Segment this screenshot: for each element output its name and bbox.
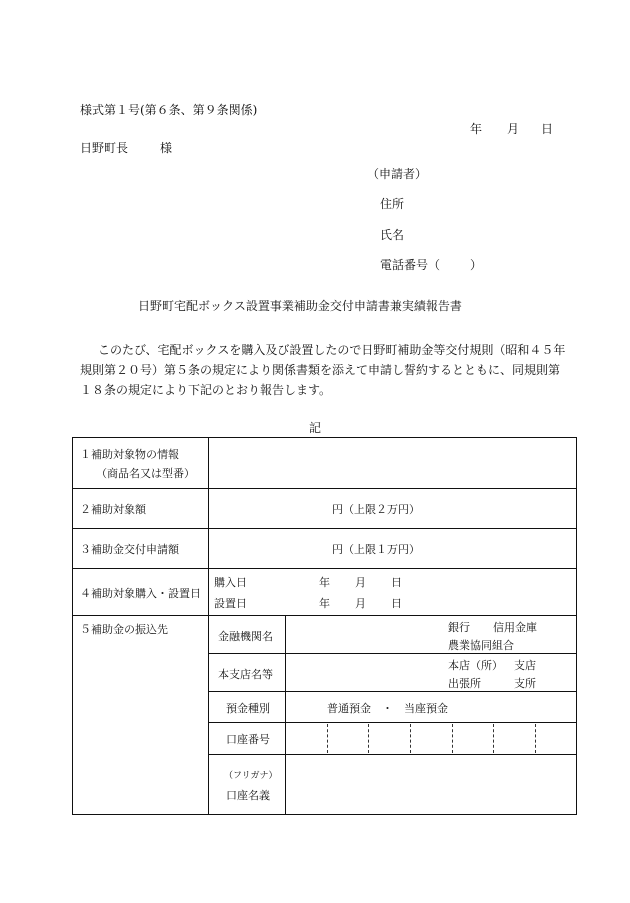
install-date-label: 設置日 (214, 597, 247, 610)
row5-label: ５補助金の振込先 (80, 623, 168, 636)
install-day[interactable]: 日 (391, 597, 402, 610)
bank-name-label: 金融機関名 (218, 630, 273, 643)
bank-option-coop[interactable]: 農業協同組合 (448, 639, 514, 652)
addressee-honorific: 様 (160, 141, 173, 155)
account-holder-label: 口座名義 (226, 789, 270, 802)
body-line-3: １８条の規定により下記のとおり報告します。 (80, 383, 332, 397)
branch-option-office[interactable]: 出張所 (448, 677, 481, 690)
account-number-label: 口座番号 (226, 733, 270, 746)
applicant-heading: （申請者） (367, 167, 428, 181)
row3-label: ３補助金交付申請額 (80, 543, 179, 556)
branch-option-branch[interactable]: 支店 (514, 659, 536, 672)
date-month: 月 (507, 122, 520, 136)
document-title: 日野町宅配ボックス設置事業補助金交付申請書兼実績報告書 (138, 299, 462, 313)
date-year: 年 (470, 122, 483, 136)
branch-option-sub[interactable]: 支所 (514, 677, 536, 690)
bank-option-bank[interactable]: 銀行 (448, 621, 470, 634)
furigana-label: （フリガナ） (224, 771, 278, 781)
product-info-field[interactable] (212, 441, 572, 485)
purchase-month[interactable]: 月 (355, 576, 366, 589)
install-year[interactable]: 年 (319, 597, 330, 610)
row1-label-line2: （商品名又は型番） (96, 467, 195, 480)
form-number: 様式第１号(第６条、第９条関係) (80, 103, 258, 117)
account-holder-field[interactable] (288, 757, 574, 812)
row1-label-line1: １補助対象物の情報 (80, 448, 179, 461)
applicant-name-label: 氏名 (380, 228, 405, 242)
date-day: 日 (541, 122, 554, 136)
subsidy-target-amount[interactable]: 円（上限２万円） (332, 503, 420, 516)
subsidy-request-amount[interactable]: 円（上限１万円） (332, 543, 420, 556)
install-month[interactable]: 月 (355, 597, 366, 610)
purchase-day[interactable]: 日 (391, 576, 402, 589)
account-number-field[interactable] (288, 724, 574, 753)
body-line-1: このたび、宅配ボックスを購入及び設置したので日野町補助金等交付規則（昭和４５年 (98, 343, 566, 357)
row4-label: ４補助対象購入・設置日 (80, 587, 201, 600)
applicant-phone-close: ） (470, 258, 483, 272)
deposit-type-options[interactable]: 普通預金 ・ 当座預金 (327, 702, 448, 715)
purchase-year[interactable]: 年 (319, 576, 330, 589)
branch-option-main[interactable]: 本店（所） (448, 659, 503, 672)
deposit-type-label: 預金種別 (226, 702, 270, 715)
branch-label: 本支店名等 (218, 668, 273, 681)
addressee-name: 日野町長 (80, 141, 129, 155)
purchase-date-label: 購入日 (214, 576, 247, 589)
applicant-address-label: 住所 (380, 197, 405, 211)
applicant-phone-label: 電話番号（ (380, 258, 441, 272)
bank-option-credit[interactable]: 信用金庫 (493, 621, 537, 634)
body-line-2: 規則第２０号）第５条の規定により関係書類を添えて申請し誓約するとともに、同規則第 (80, 363, 561, 377)
row2-label: ２補助対象額 (80, 503, 146, 516)
ki-mark: 記 (309, 421, 322, 435)
